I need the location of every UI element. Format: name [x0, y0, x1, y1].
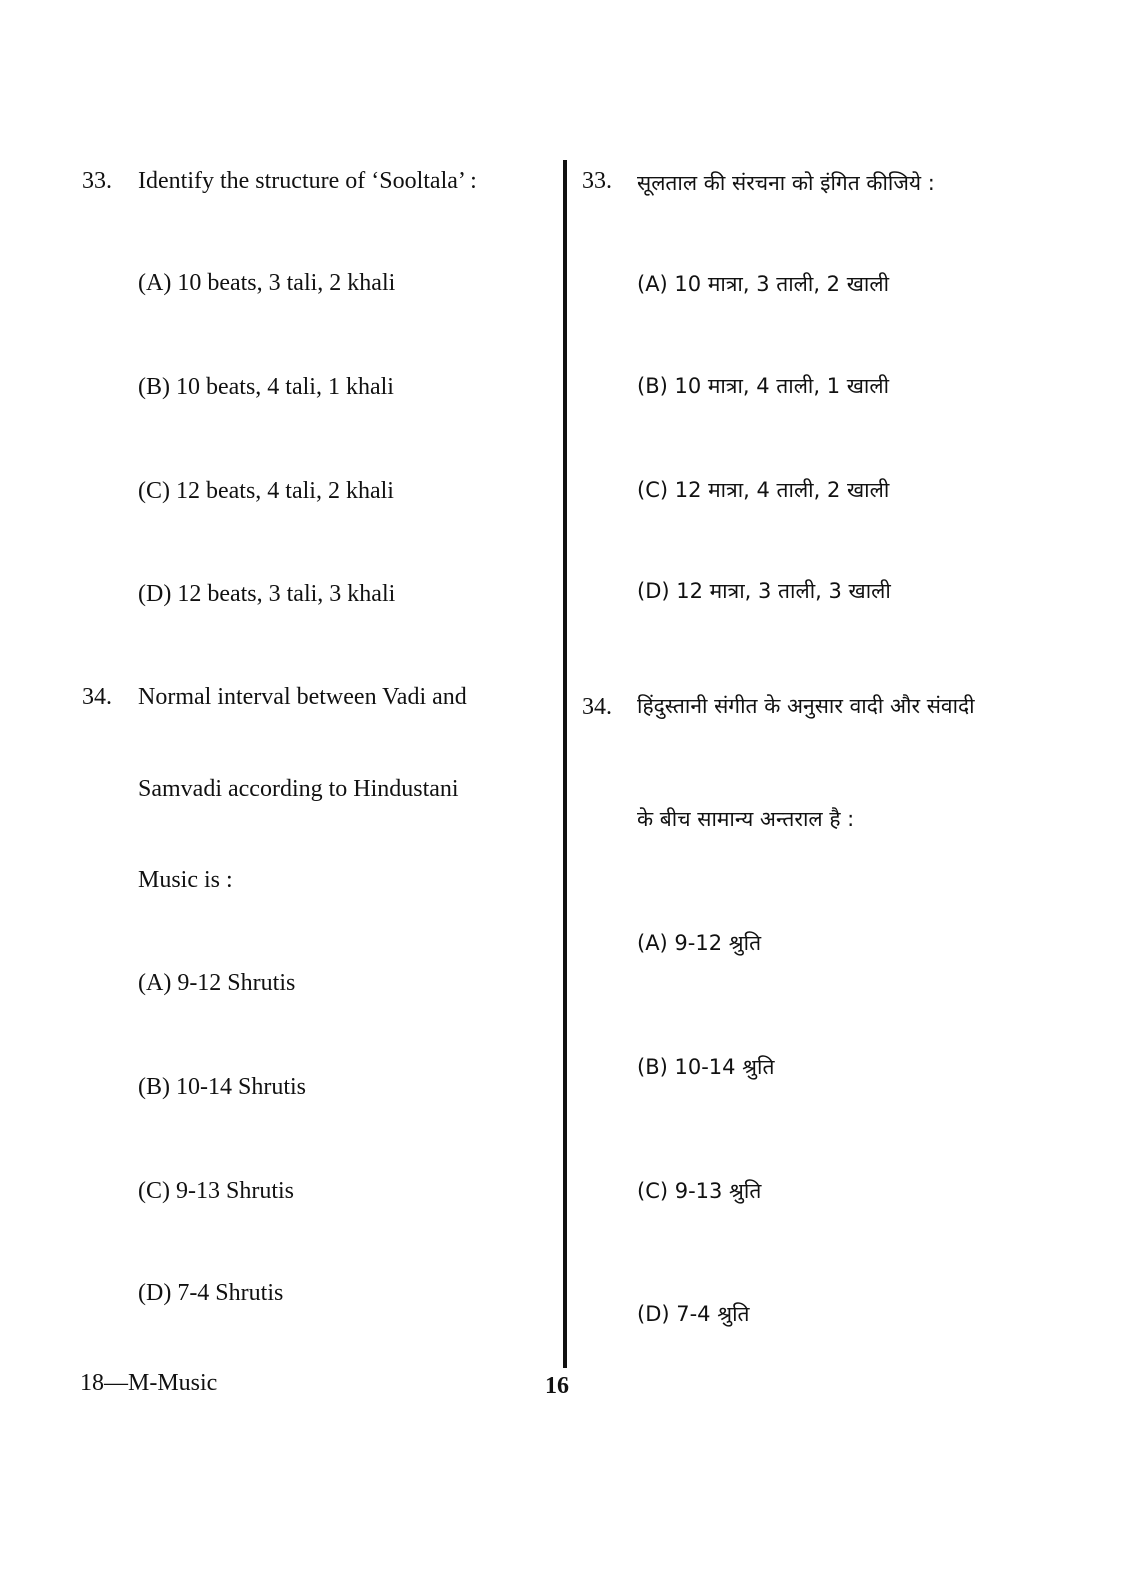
- option-b: (B) 10 मात्रा, 4 ताली, 1 खाली: [637, 374, 890, 398]
- question-number: 34.: [82, 684, 112, 710]
- question-line-1: Normal interval between Vadi and: [138, 684, 467, 710]
- option-c: (C) 9-13 श्रुति: [637, 1179, 762, 1203]
- question-line-1: हिंदुस्तानी संगीत के अनुसार वादी और संवादी: [637, 694, 975, 718]
- question-text: सूलताल की संरचना को इंगित कीजिये :: [637, 171, 935, 195]
- option-a: (A) 10 beats, 3 tali, 2 khali: [138, 270, 396, 296]
- question-number: 33.: [82, 168, 112, 194]
- footer-code: 18—M-Music: [80, 1370, 218, 1396]
- option-b: (B) 10 beats, 4 tali, 1 khali: [138, 374, 394, 400]
- column-divider: [563, 160, 567, 1368]
- question-text: Identify the structure of ‘Sooltala’ :: [138, 168, 477, 194]
- question-number: 34.: [582, 694, 612, 720]
- option-b: (B) 10-14 श्रुति: [637, 1055, 775, 1079]
- question-line-2: के बीच सामान्य अन्तराल है :: [637, 807, 855, 831]
- option-d: (D) 7-4 श्रुति: [637, 1302, 750, 1326]
- option-d: (D) 12 beats, 3 tali, 3 khali: [138, 581, 396, 607]
- question-line-2: Samvadi according to Hindustani: [138, 776, 459, 802]
- option-c: (C) 12 beats, 4 tali, 2 khali: [138, 478, 394, 504]
- option-c: (C) 9-13 Shrutis: [138, 1178, 294, 1204]
- question-line-3: Music is :: [138, 867, 233, 893]
- option-c: (C) 12 मात्रा, 4 ताली, 2 खाली: [637, 478, 890, 502]
- option-d: (D) 7-4 Shrutis: [138, 1280, 284, 1306]
- option-b: (B) 10-14 Shrutis: [138, 1074, 306, 1100]
- question-number: 33.: [582, 168, 612, 194]
- page-number: 16: [545, 1373, 569, 1399]
- option-a: (A) 9-12 श्रुति: [637, 931, 762, 955]
- option-a: (A) 10 मात्रा, 3 ताली, 2 खाली: [637, 272, 890, 296]
- option-a: (A) 9-12 Shrutis: [138, 970, 296, 996]
- option-d: (D) 12 मात्रा, 3 ताली, 3 खाली: [637, 579, 891, 603]
